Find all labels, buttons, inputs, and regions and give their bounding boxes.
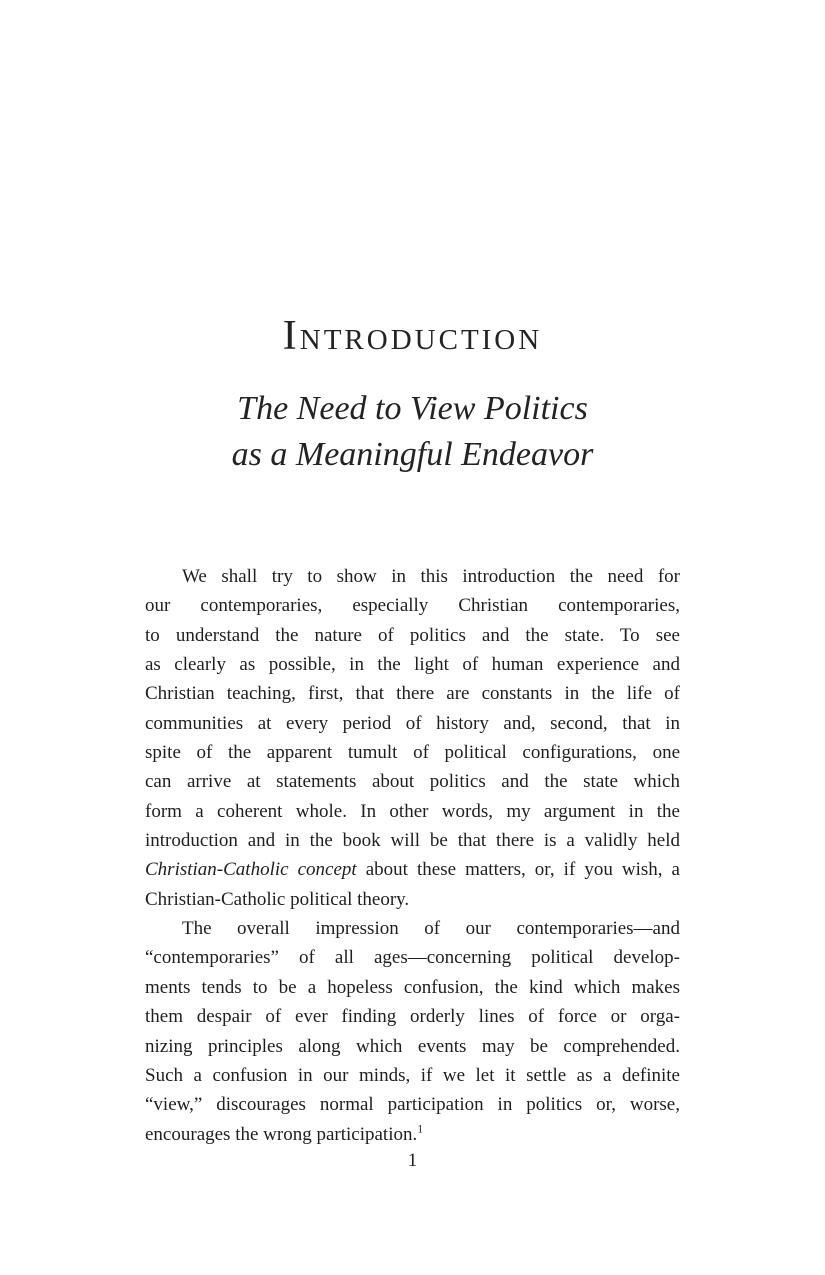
text-line: to understand the nature of politics and the state. To see: [145, 624, 680, 646]
text-line: our contemporaries, especially Christian contemporaries,: [145, 595, 680, 617]
text-line: “contemporaries” of all ages—concerning political develop-: [145, 947, 680, 969]
text-line: communities at every period of history and, second, that in: [145, 712, 680, 734]
text-line-with-italic: [145, 855, 680, 884]
chapter-subtitle: [0, 386, 825, 478]
text-after-italic: about these matters, or, if you wish, a: [356, 859, 680, 881]
body-text: [145, 562, 680, 1149]
footnote-marker: 1: [417, 1122, 424, 1136]
last-line-text: encourages the wrong participation.: [145, 1123, 418, 1145]
text-line: “view,” discourages normal participation in politics or, worse,: [145, 1094, 680, 1116]
text-line: introduction and in the book will be that there is a validly held: [145, 830, 680, 852]
page-number: 1: [407, 1150, 418, 1171]
text-line: can arrive at statements about politics and the state which: [145, 771, 680, 793]
chapter-title: Introduction: [282, 313, 543, 359]
text-line: them despair of ever finding orderly lines of force or orga-: [145, 1006, 680, 1028]
text-line: The overall impression of our contemporaries—and: [182, 918, 680, 940]
chapter-subtitle-line-1: The Need to View Politics: [237, 390, 588, 427]
text-line: Christian-Catholic political theory.: [145, 888, 410, 910]
paragraph-2: [145, 914, 680, 1149]
text-line: as clearly as possible, in the light of human experience and: [145, 654, 680, 676]
text-line-with-footnote: [145, 1120, 680, 1149]
italic-phrase: Christian-Catholic concept: [145, 859, 357, 881]
chapter-subtitle-line-2: as a Meaningful Endeavor: [231, 436, 594, 473]
text-line: ments tends to be a hopeless confusion, the kind which makes: [145, 976, 680, 998]
text-line: Such a confusion in our minds, if we let it settle as a definite: [145, 1064, 680, 1086]
text-line: nizing principles along which events may be comprehended.: [145, 1035, 680, 1057]
text-line: form a coherent whole. In other words, my argument in the: [145, 800, 680, 822]
text-line: Christian teaching, first, that there are constants in the life of: [145, 683, 680, 705]
paragraph-1: [145, 562, 680, 914]
text-line: spite of the apparent tumult of political configurations, one: [145, 742, 680, 764]
text-line: We shall try to show in this introduction the need for: [182, 566, 680, 587]
